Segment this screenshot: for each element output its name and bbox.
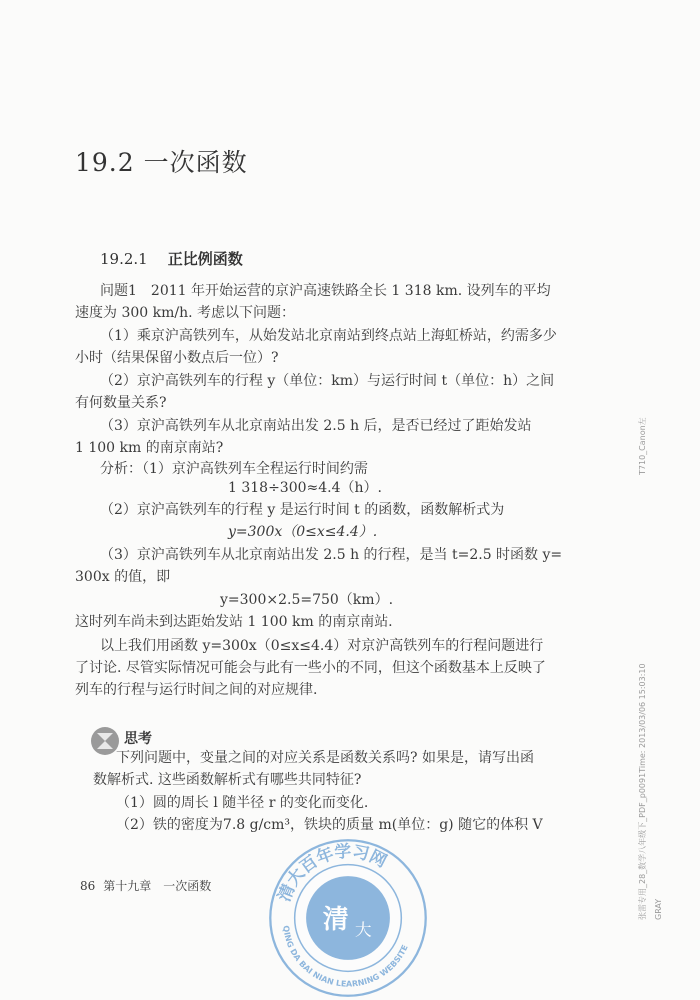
text-line: 有何数量关系? xyxy=(75,395,167,411)
think-heading: 思考 xyxy=(124,731,152,747)
think-icon xyxy=(91,727,119,755)
scan-mark-bottom: 张雷专用_28_数学八年级下_PDF_p0091Time: 2013/03/06 15:03:10 xyxy=(638,663,647,920)
text-line: 了讨论. 尽管实际情况可能会与此有一些小的不同，但这个函数基本上反映了 xyxy=(75,660,546,676)
text-line: 小时（结果保留小数点后一位）? xyxy=(75,350,279,366)
formula: y=300×2.5=750（km）. xyxy=(220,592,394,608)
watermark-stamp xyxy=(268,838,428,998)
text-line: （3）京沪高铁列车从北京南站出发 2.5 h 后，是否已经过了距始发站 xyxy=(100,418,532,434)
section-title: 19.2 一次函数 xyxy=(75,148,248,177)
text-line: 列车的行程与运行时间之间的对应规律. xyxy=(75,682,318,698)
stamp-center-mark: 大 xyxy=(354,919,372,940)
text-line: 问题1 2011 年开始运营的京沪高速铁路全长 1 318 km. 设列车的平均 xyxy=(100,283,551,299)
scan-mark-gray: GRAY xyxy=(654,898,663,920)
page-number: 86 xyxy=(80,879,96,893)
think-line: （1）圆的周长 l 随半径 r 的变化而变化. xyxy=(116,795,369,811)
svg-text:清大百年学习网: 清大百年学习网 xyxy=(273,840,391,905)
text-line: （1）乘京沪高铁列车，从始发站北京南站到终点站上海虹桥站，约需多少 xyxy=(100,328,557,344)
text-line: 1 100 km 的南京南站? xyxy=(75,440,224,456)
page-footer xyxy=(80,879,211,893)
text-line: （2）京沪高铁列车的行程 y 是运行时间 t 的函数，函数解析式为 xyxy=(100,502,505,518)
think-line: 下列问题中，变量之间的对应关系是函数关系吗? 如果是，请写出函 xyxy=(116,750,534,766)
text-line: 速度为 300 km/h. 考虑以下问题： xyxy=(75,305,296,321)
text-line: 以上我们用函数 y=300x（0≤x≤4.4）对京沪高铁列车的行程问题进行 xyxy=(100,638,544,654)
text-line: 这时列车尚未到达距始发站 1 100 km 的南京南站. xyxy=(75,614,393,630)
formula: y=300x（0≤x≤4.4）. xyxy=(228,524,378,540)
scan-mark-top: T710_Canon左 xyxy=(638,417,647,475)
text-line: （3）京沪高铁列车从北京南站出发 2.5 h 的行程，是当 t=2.5 时函数 y= xyxy=(100,547,563,563)
subsection-number: 19.2.1 xyxy=(100,250,148,268)
text-line: 分析：（1）京沪高铁列车全程运行时间约需 xyxy=(100,461,368,477)
subsection-heading xyxy=(100,248,243,269)
think-line: 数解析式. 这些函数解析式有哪些共同特征? xyxy=(93,772,362,788)
text-line: （2）京沪高铁列车的行程 y（单位：km）与运行时间 t（单位：h）之间 xyxy=(100,373,555,389)
text-line: 300x 的值，即 xyxy=(75,569,171,585)
svg-text:QING DA BAI NIAN LEARNING WEBS: QING DA BAI NIAN LEARNING WEBSITE xyxy=(281,925,410,989)
subsection-title: 正比例函数 xyxy=(167,250,243,268)
formula: 1 318÷300≈4.4（h）. xyxy=(228,480,382,496)
chapter-label: 第十九章 一次函数 xyxy=(103,879,212,893)
stamp-center-mark: 清 xyxy=(322,904,349,935)
think-line: （2）铁的密度为7.8 g/cm³，铁块的质量 m(单位：g) 随它的体积 V xyxy=(116,817,543,833)
